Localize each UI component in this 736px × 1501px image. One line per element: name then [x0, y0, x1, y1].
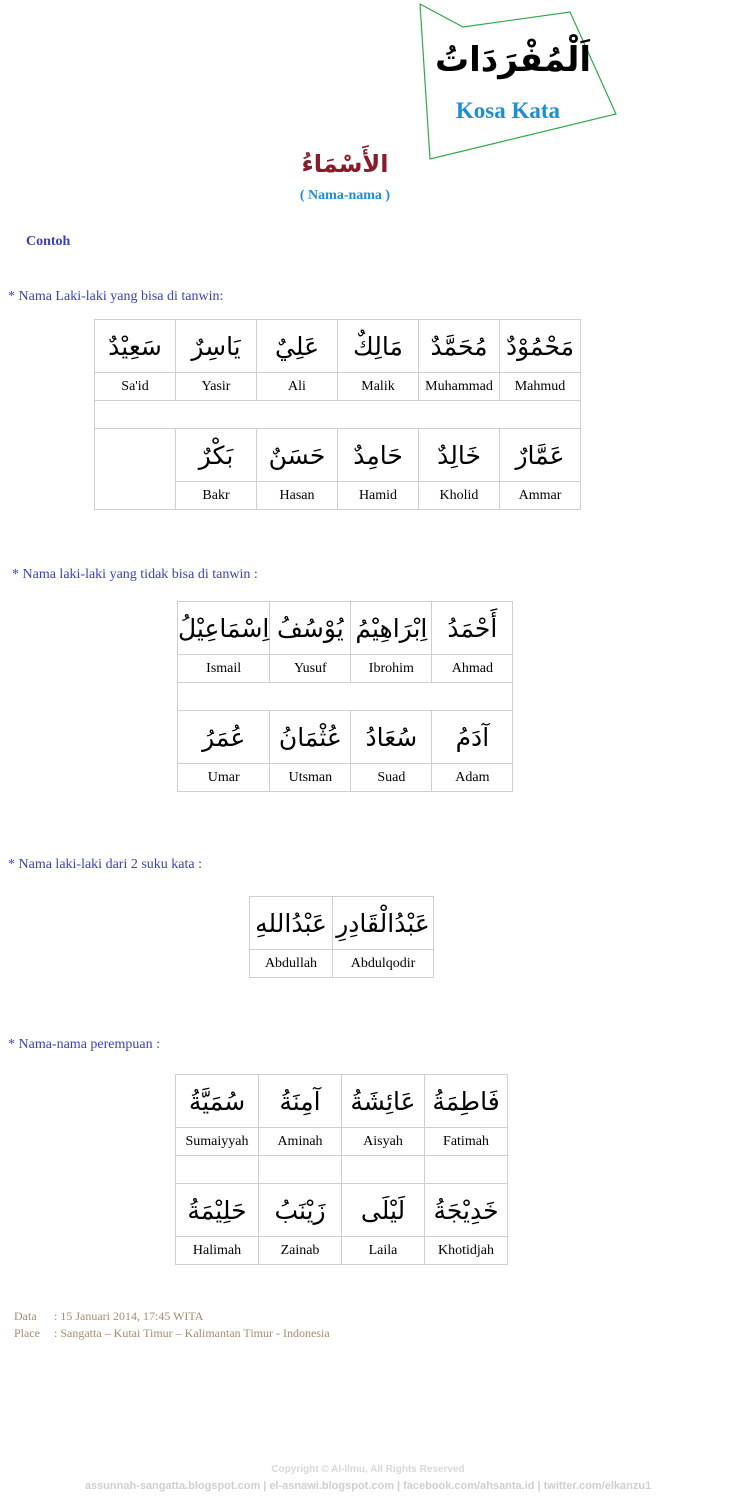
place-label: Place [14, 1326, 40, 1340]
latin-name-cell: Muhammad [419, 373, 500, 401]
date-label: Data [14, 1309, 37, 1323]
latin-name-cell: Sa'id [95, 373, 176, 401]
footer-links [0, 1480, 736, 1492]
latin-name-cell: Hamid [338, 482, 419, 510]
link-separator: | [263, 1480, 267, 1492]
names-table-no-tanwin [177, 601, 513, 792]
spacer-cell [425, 1156, 508, 1184]
arabic-name-cell: خَالِدٌ [419, 429, 500, 482]
latin-name-cell: Suad [351, 764, 432, 792]
latin-name-cell: Adam [432, 764, 513, 792]
arabic-name-cell: حَامِدٌ [338, 429, 419, 482]
spacer-row [178, 683, 513, 711]
latin-name-cell: Khotidjah [425, 1237, 508, 1265]
latin-name-cell: Fatimah [425, 1128, 508, 1156]
latin-name-cell: Ahmad [432, 655, 513, 683]
section-heading: * Nama Laki-laki yang bisa di tanwin: [8, 289, 224, 304]
arabic-name-cell: يَاسِرٌ [176, 320, 257, 373]
latin-name-cell: Ali [257, 373, 338, 401]
arabic-name-cell: آدَمُ [432, 711, 513, 764]
arabic-name-cell: مُحَمَّدٌ [419, 320, 500, 373]
footer-link[interactable]: assunnah-sangatta.blogspot.com [84, 1480, 261, 1492]
names-table-female [175, 1074, 508, 1265]
badge-title-arabic: اَلْمُفْرَدَاتُ [434, 40, 592, 80]
arabic-name-cell: زَيْنَبُ [259, 1184, 342, 1237]
arabic-name-cell: سَعِيْدٌ [95, 320, 176, 373]
names-table-tanwin [94, 319, 581, 510]
arabic-name-cell: لَيْلَى [342, 1184, 425, 1237]
copyright-text: Copyright © Al-Ilmu, All Rights Reserved [271, 1464, 465, 1475]
latin-name-cell: Abdulqodir [333, 950, 434, 978]
arabic-name-cell: خَدِيْجَةُ [425, 1184, 508, 1237]
arabic-name-cell: سُعَادُ [351, 711, 432, 764]
latin-name-cell: Bakr [176, 482, 257, 510]
arabic-name-cell: عَبْدُاللهِ [250, 897, 333, 950]
contoh-label: Contoh [26, 234, 71, 249]
link-separator: | [537, 1480, 541, 1492]
latin-name-cell: Hasan [257, 482, 338, 510]
title-badge [418, 2, 618, 162]
latin-name-cell: Mahmud [500, 373, 581, 401]
arabic-name-cell: أَحْمَدُ [432, 602, 513, 655]
arabic-name-cell: اِبْرَاهِيْمُ [351, 602, 432, 655]
latin-name-cell: Umar [178, 764, 270, 792]
topic-title-latin: ( Nama-nama ) [299, 188, 391, 203]
arabic-name-cell: عُثْمَانُ [270, 711, 351, 764]
spacer-row [95, 401, 581, 429]
topic-title-arabic: الأَسْمَاءُ [301, 150, 389, 178]
arabic-name-cell: عَائِشَةُ [342, 1075, 425, 1128]
spacer-cell [342, 1156, 425, 1184]
names-table-two-words [249, 896, 434, 978]
footer-link[interactable]: twitter.com/elkanzu1 [543, 1480, 652, 1492]
latin-name-cell: Ammar [500, 482, 581, 510]
arabic-name-cell: آمِنَةُ [259, 1075, 342, 1128]
section-heading: * Nama laki-laki dari 2 suku kata : [8, 857, 202, 872]
arabic-name-cell: مَحْمُوْدٌ [500, 320, 581, 373]
arabic-name-cell: مَالِكٌ [338, 320, 419, 373]
latin-name-cell: Utsman [270, 764, 351, 792]
empty-cell [95, 429, 176, 510]
arabic-name-cell: فَاطِمَةُ [425, 1075, 508, 1128]
date-value: : 15 Januari 2014, 17:45 WITA [54, 1309, 204, 1323]
arabic-name-cell: عَلِيٌ [257, 320, 338, 373]
latin-name-cell: Zainab [259, 1237, 342, 1265]
arabic-name-cell: سُمَيَّةُ [176, 1075, 259, 1128]
arabic-name-cell: بَكْرٌ [176, 429, 257, 482]
spacer-cell [176, 1156, 259, 1184]
arabic-name-cell: عُمَرُ [178, 711, 270, 764]
latin-name-cell: Ismail [178, 655, 270, 683]
latin-name-cell: Halimah [176, 1237, 259, 1265]
latin-name-cell: Yasir [176, 373, 257, 401]
place-value: : Sangatta – Kutai Timur – Kalimantan Timur - Indonesia [54, 1326, 330, 1340]
footer-link[interactable]: facebook.com/ahsanta.id [403, 1480, 535, 1492]
arabic-name-cell: حَسَنٌ [257, 429, 338, 482]
arabic-name-cell: حَلِيْمَةُ [176, 1184, 259, 1237]
badge-title-latin: Kosa Kata [455, 98, 561, 123]
link-separator: | [397, 1480, 401, 1492]
latin-name-cell: Laila [342, 1237, 425, 1265]
arabic-name-cell: عَمَّارٌ [500, 429, 581, 482]
latin-name-cell: Malik [338, 373, 419, 401]
spacer-cell [259, 1156, 342, 1184]
latin-name-cell: Yusuf [270, 655, 351, 683]
latin-name-cell: Kholid [419, 482, 500, 510]
badge-frame [418, 2, 618, 162]
footer-link[interactable]: el-asnawi.blogspot.com [269, 1480, 394, 1492]
arabic-name-cell: عَبْدُالْقَادِرِ [333, 897, 434, 950]
latin-name-cell: Sumaiyyah [176, 1128, 259, 1156]
arabic-name-cell: يُوْسُفُ [270, 602, 351, 655]
section-heading: * Nama laki-laki yang tidak bisa di tanwin : [12, 567, 258, 582]
section-heading: * Nama-nama perempuan : [8, 1037, 160, 1052]
latin-name-cell: Ibrohim [351, 655, 432, 683]
latin-name-cell: Aminah [259, 1128, 342, 1156]
arabic-name-cell: اِسْمَاعِيْلُ [178, 602, 270, 655]
latin-name-cell: Aisyah [342, 1128, 425, 1156]
latin-name-cell: Abdullah [250, 950, 333, 978]
